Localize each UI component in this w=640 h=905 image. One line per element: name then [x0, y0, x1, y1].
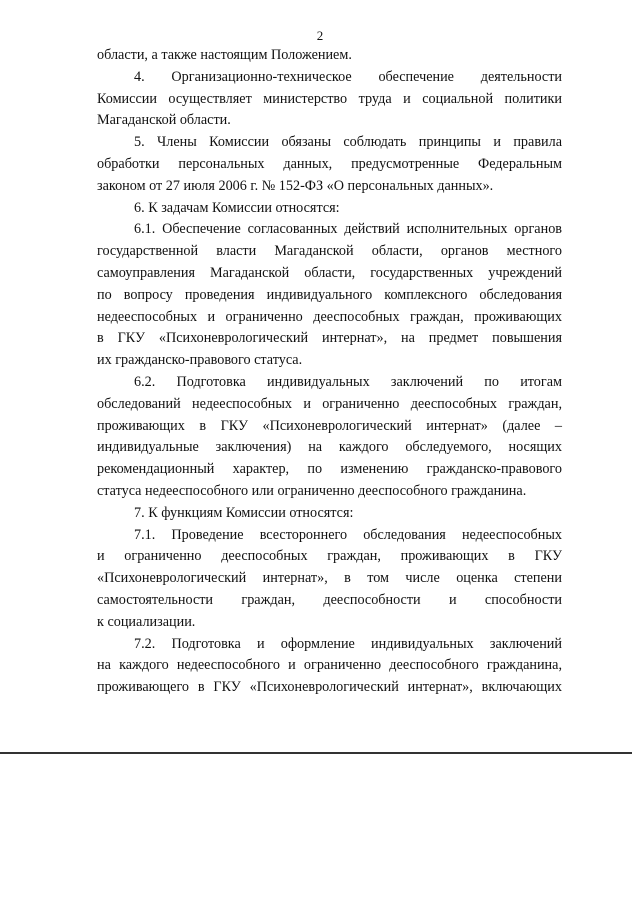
text-line: проживающего в ГКУ «Психоневрологический интернат», включающих [97, 679, 562, 696]
text-line: 7.2. Подготовка и оформление индивидуальных заключений [134, 635, 562, 652]
text-line: государственной власти Магаданской области, органов местного [97, 243, 562, 260]
text-line: к социализации. [97, 613, 196, 630]
text-line: 4. Организационно-техническое обеспечение деятельности [134, 68, 562, 85]
text-line: их гражданско-правового статуса. [97, 352, 303, 369]
text-line: рекомендационный характер, по изменению гражданско-правового [97, 461, 562, 478]
text-line: в ГКУ «Психоневрологический интернат», на предмет повышения [97, 330, 562, 347]
text-line: Комиссии осуществляет министерство труда и социальной политики [97, 90, 562, 107]
text-line: 6.2. Подготовка индивидуальных заключений по итогам [134, 373, 562, 390]
text-line: 7.1. Проведение всестороннего обследования недееспособных [134, 526, 562, 543]
text-line: по вопросу проведения индивидуального комплексного обследования [97, 286, 562, 303]
page-bottom-rule [0, 752, 632, 754]
text-line: индивидуальные заключения) на каждого обследуемого, носящих [97, 439, 562, 456]
text-line: 6. К задачам Комиссии относятся: [134, 199, 340, 216]
text-line: законом от 27 июля 2006 г. № 152-ФЗ «О персональных данных». [97, 177, 494, 194]
text-line: 5. Члены Комиссии обязаны соблюдать принципы и правила [134, 134, 562, 151]
text-line: проживающих в ГКУ «Психоневрологический интернат» (далее – [97, 417, 562, 434]
text-line: обработки персональных данных, предусмотренные Федеральным [97, 155, 562, 172]
text-line: самоуправления Магаданской области, государственных учреждений [97, 264, 562, 281]
text-line: на каждого недееспособного и ограниченно дееспособного гражданина, [97, 657, 562, 674]
page-number: 2 [316, 28, 324, 43]
text-line: 6.1. Обеспечение согласованных действий исполнительных органов [134, 221, 562, 238]
text-line: и ограниченно дееспособных граждан, проживающих в ГКУ [97, 548, 562, 565]
text-line: обследований недееспособных и ограниченно дееспособных граждан, [97, 395, 562, 412]
document-body [97, 45, 562, 699]
text-line: статуса недееспособного или ограниченно дееспособного гражданина. [97, 482, 527, 499]
text-line: области, а также настоящим Положением. [97, 47, 352, 63]
text-line: самостоятельности граждан, дееспособности и способности [97, 591, 562, 608]
text-line: недееспособных и ограниченно дееспособных граждан, проживающих [97, 308, 562, 325]
text-line: «Психоневрологический интернат», в том числе оценка степени [97, 570, 562, 587]
text-line: 7. К функциям Комиссии относятся: [134, 504, 354, 521]
text-line: Магаданской области. [97, 112, 231, 129]
